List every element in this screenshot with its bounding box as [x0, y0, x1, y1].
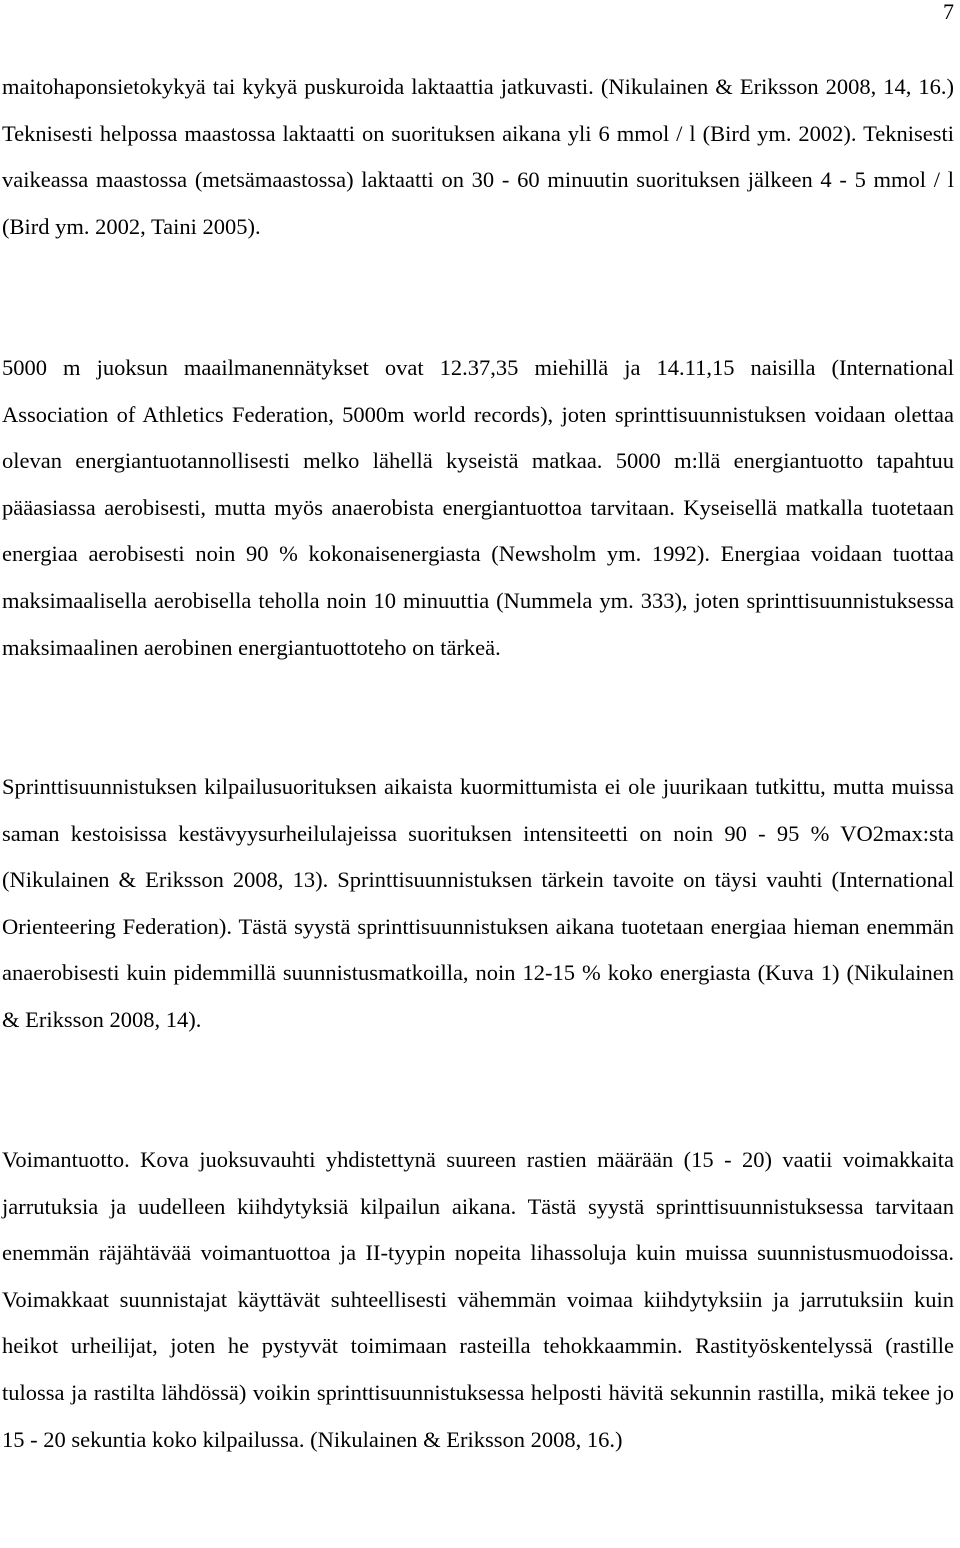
paragraph-lactate: maitohaponsietokykyä tai kykyä puskuroida laktaattia jatkuvasti. (Nikulainen & Eriksson 2008, 14, 16.) Teknisesti helpossa maastossa laktaatti on suorituksen aikana yli 6 mmol / l (Bird ym. 2002). Teknisesti vaikeassa maastossa (metsämaastossa) laktaatti on 30 - 60 minuutin suorituksen jälkeen 4 - 5 mmol / l (Bird ym. 2002, Taini 2005).: [2, 74, 954, 239]
paragraph-sprint-load: Sprinttisuunnistuksen kilpailusuorituksen aikaista kuormittumista ei ole juurikaan tutkittu, mutta muissa saman kestoisissa kestävyysurheilulajeissa suorituksen intensiteetti on noin 90 - 95 % VO2max:sta (Nikulainen & Eriksson 2008, 13). Sprinttisuunnistuksen tärkein tavoite on täysi vauhti (International Orienteering Federation). Tästä syystä sprinttisuunnistuksen aikana tuotetaan energiaa hieman enemmän anaerobisesti kuin pidemmillä suunnistusmatkoilla, noin 12-15 % koko energiasta (Kuva 1) (Nikulainen & Eriksson 2008, 14).: [2, 774, 954, 1032]
paragraph-force-production: Voimantuotto. Kova juoksuvauhti yhdistettynä suureen rastien määrään (15 - 20) vaatii voimakkaita jarrutuksia ja uudelleen kiihdytyksiä kilpailun aikana. Tästä syystä sprinttisuunnistuksessa tarvitaan enemmän räjähtävää voimantuottoa ja II-tyypin nopeita lihassoluja kuin muissa suunnistusmuodoissa. Voimakkaat suunnistajat käyttävät suhteellisesti vähemmän voimaa kiihdytyksiin ja jarrutuksiin kuin heikot urheilijat, joten he pystyvät toimimaan rasteilla tehokkaammin. Rastityöskentelyssä (rastille tulossa ja rastilta lähdössä) voikin sprinttisuunnistuksessa helposti hävitä sekunnin rastilla, mikä tekee jo 15 - 20 sekuntia koko kilpailussa. (Nikulainen & Eriksson 2008, 16.): [2, 1147, 954, 1452]
page-number: 7: [943, 0, 954, 24]
paragraph-5000m-records: 5000 m juoksun maailmanennätykset ovat 12.37,35 miehillä ja 14.11,15 naisilla (International Association of Athletics Federation, 5000m world records), joten sprinttisuunnistuksen voidaan olettaa olevan energiantuotannollisesti melko lähellä kyseistä matkaa. 5000 m:llä energiantuotto tapahtuu pääasiassa aerobisesti, mutta myös anaerobista energiantuottoa tarvitaan. Kyseisellä matkalla tuotetaan energiaa aerobisesti noin 90 % kokonaisenergiasta (Newsholm ym. 1992). Energiaa voidaan tuottaa maksimaalisella aerobisella teholla noin 10 minuuttia (Nummela ym. 333), joten sprinttisuunnistuksessa maksimaalinen aerobinen energiantuottoteho on tärkeä.: [2, 355, 954, 660]
